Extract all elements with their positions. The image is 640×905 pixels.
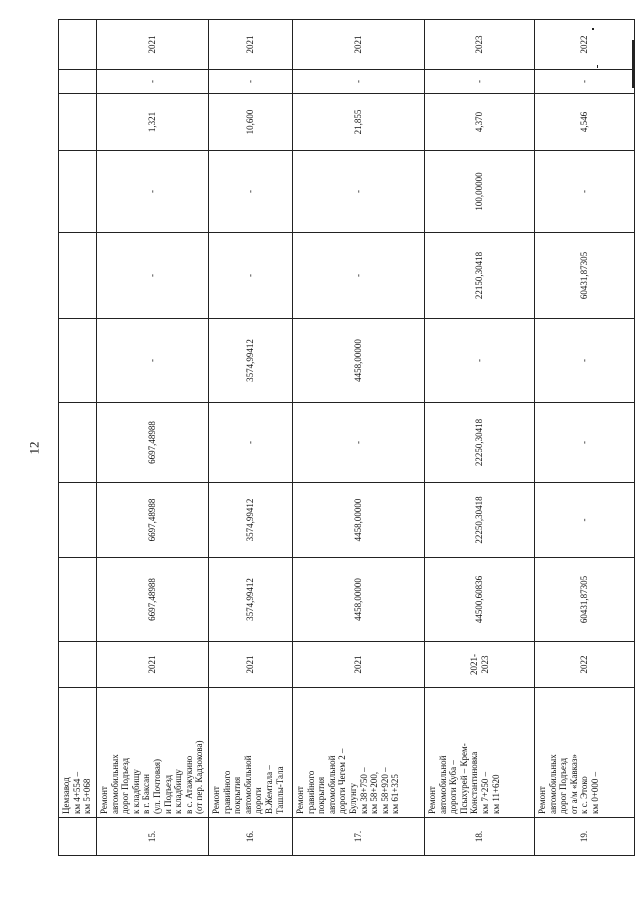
value-cell [59,642,97,688]
value-cell: - [425,70,535,94]
row-number-cell: 19. [535,818,635,856]
value-cell: 2022 [535,642,635,688]
value-cell: 6697,48988 [97,558,209,642]
value-cell: 2021 [209,642,293,688]
table-row [535,20,635,856]
value-cell: 3574,99412 [209,483,293,558]
value-cell: - [535,70,635,94]
value-cell [59,233,97,319]
value-cell: 100,00000 [425,151,535,233]
value-cell: 60431,87305 [535,558,635,642]
row-number-cell [59,818,97,856]
value-cell: 2021 [209,20,293,70]
value-cell [59,403,97,483]
value-cell: 2021 [293,20,425,70]
value-cell: 2023 [425,20,535,70]
table-row [59,20,97,856]
value-cell: 4458,00000 [293,319,425,403]
value-cell: 6697,48988 [97,483,209,558]
value-cell: 10,600 [209,94,293,151]
value-cell: 2021- 2023 [425,642,535,688]
value-cell: 4458,00000 [293,483,425,558]
value-cell: 4,370 [425,94,535,151]
value-cell [59,94,97,151]
value-cell [59,483,97,558]
value-cell [59,20,97,70]
row-number-cell: 15. [97,818,209,856]
object-name-cell: Ремонт автомобильной дороги Куба – Псыхурей – Крем- Константиновка км 7+250 – км 11+620 [425,688,535,818]
value-cell: 60431,87305 [535,233,635,319]
row-number-cell: 16. [209,818,293,856]
object-name-cell: Ремонт автомобильных дорог Подъезд от а/м «Кавказ» к с. Этоко км 0+000 – [535,688,635,818]
table-row [425,20,535,856]
repair-program-table [58,19,635,856]
value-cell: - [425,319,535,403]
value-cell: - [535,151,635,233]
value-cell: 4,546 [535,94,635,151]
object-name-cell: Ремонт гравийного покрытия автомобильной дороги Чегем 2 – Булунгу км 38+750 – км 58+200, км 58+920 – км 61+325 [293,688,425,818]
value-cell [59,151,97,233]
row-number-cell: 17. [293,818,425,856]
table-row [209,20,293,856]
value-cell: - [209,403,293,483]
value-cell: 22250,30418 [425,483,535,558]
value-cell: - [535,483,635,558]
table-row [293,20,425,856]
value-cell: 21,855 [293,94,425,151]
value-cell: - [209,233,293,319]
value-cell [59,558,97,642]
value-cell: - [293,403,425,483]
row-number-cell: 18. [425,818,535,856]
value-cell [59,70,97,94]
value-cell: 2021 [293,642,425,688]
value-cell: 1,321 [97,94,209,151]
value-cell [59,319,97,403]
value-cell: - [293,233,425,319]
value-cell: - [535,319,635,403]
value-cell: 3574,99412 [209,319,293,403]
value-cell: 2022 [535,20,635,70]
value-cell: - [97,151,209,233]
table-body [59,20,635,856]
value-cell: 6697,48988 [97,403,209,483]
value-cell: - [293,151,425,233]
value-cell: 4458,00000 [293,558,425,642]
object-name-cell: Цемзавод км 4+554 – км 5+068 [59,688,97,818]
value-cell: - [97,233,209,319]
value-cell: - [293,70,425,94]
value-cell: - [209,70,293,94]
table-row [97,20,209,856]
value-cell: - [535,403,635,483]
value-cell: - [97,319,209,403]
rotated-table-container [58,35,634,856]
value-cell: 2021 [97,20,209,70]
value-cell: 22150,30418 [425,233,535,319]
value-cell: 44500,60836 [425,558,535,642]
object-name-cell: Ремонт гравийного покрытия автомобильной дороги В.Жемтала – Ташлы-Тала [209,688,293,818]
value-cell: 3574,99412 [209,558,293,642]
page-number: 12 [26,441,42,455]
value-cell: 22250,30418 [425,403,535,483]
value-cell: - [209,151,293,233]
object-name-cell: Ремонт автомобильных дорог Подъезд к кладбищу в г. Баксан (ул. Почтовая) и Подъезд к кладбищу в с. Атажукино (от пер. Кадзокова) [97,688,209,818]
value-cell: 2021 [97,642,209,688]
value-cell: - [97,70,209,94]
